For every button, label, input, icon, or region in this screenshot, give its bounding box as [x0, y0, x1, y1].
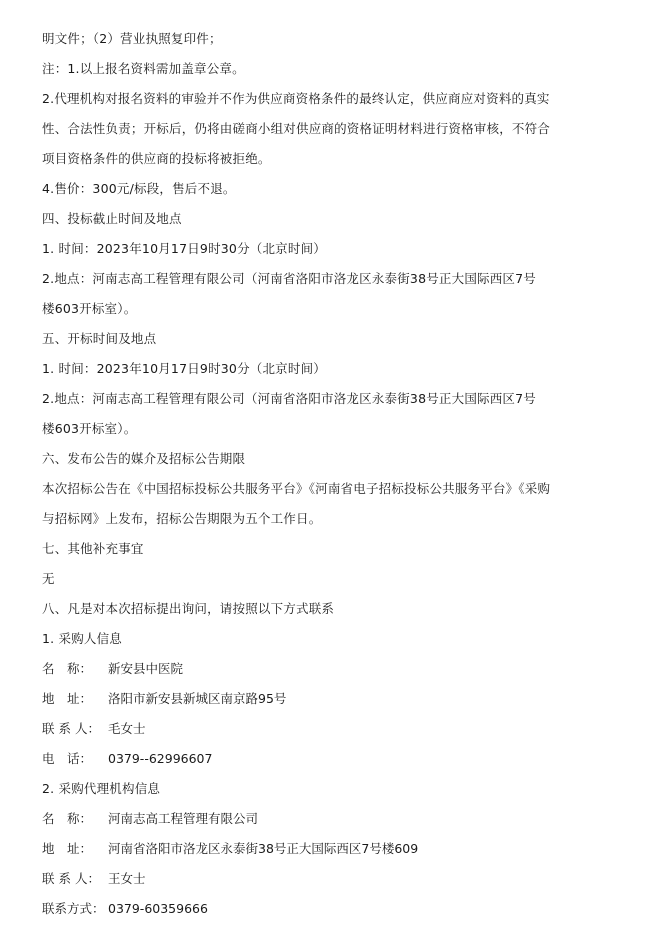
purchaser-address-row: [42, 691, 286, 707]
field-label: 联 系 人：: [42, 721, 100, 736]
agent-address-row: [42, 841, 418, 857]
field-value: 0379-60359666: [108, 901, 208, 916]
field-value: 毛女士: [108, 721, 146, 736]
field-label: 电 话：: [42, 751, 93, 766]
section-heading: 七、其他补充事宜: [42, 541, 144, 556]
section-heading: 六、发布公告的媒介及招标公告期限: [42, 451, 246, 466]
field-value: 洛阳市新安县新城区南京路95号: [108, 691, 287, 706]
text-line: 明文件；（2）营业执照复印件；: [42, 31, 222, 46]
field-label: 联系方式：: [42, 901, 105, 916]
subsection-heading: 1. 采购人信息: [42, 631, 122, 646]
agent-contact-row: [42, 871, 146, 887]
subsection-heading: 2. 采购代理机构信息: [42, 781, 161, 796]
text-line: 楼603开标室）。: [42, 301, 137, 316]
text-line: 1. 时间：2023年10月17日9时30分（北京时间）: [42, 361, 326, 376]
field-label: 地 址：: [42, 841, 93, 856]
purchaser-name-row: [42, 661, 183, 677]
text-line: 与招标网》上发布，招标公告期限为五个工作日。: [42, 511, 322, 526]
field-value: 新安县中医院: [108, 661, 184, 676]
field-label: 联 系 人：: [42, 871, 100, 886]
field-label: 名 称：: [42, 811, 93, 826]
agent-phone-row: [42, 901, 208, 917]
section-heading: 五、开标时间及地点: [42, 331, 157, 346]
text-line: 性、合法性负责；开标后，仍将由磋商小组对供应商的资格证明材料进行资格审核，不符合: [42, 121, 551, 136]
text-line: 1. 时间：2023年10月17日9时30分（北京时间）: [42, 241, 326, 256]
text-line: 注：1.以上报名资料需加盖章公章。: [42, 61, 245, 76]
section-heading: 四、投标截止时间及地点: [42, 211, 182, 226]
text-line: 2.地点：河南志高工程管理有限公司（河南省洛阳市洛龙区永泰街38号正大国际西区7号: [42, 391, 536, 406]
text-line: 本次招标公告在《中国招标投标公共服务平台》《河南省电子招标投标公共服务平台》《采购: [42, 481, 551, 496]
text-line: 4.售价：300元/标段，售后不退。: [42, 181, 236, 196]
field-label: 名 称：: [42, 661, 93, 676]
purchaser-phone-row: [42, 751, 212, 767]
field-value: 王女士: [108, 871, 146, 886]
field-value: 河南志高工程管理有限公司: [108, 811, 259, 826]
purchaser-contact-row: [42, 721, 146, 737]
field-value: 0379--62996607: [108, 751, 213, 766]
agent-name-row: [42, 811, 258, 827]
text-line: 2.代理机构对报名资料的审验并不作为供应商资格条件的最终认定，供应商应对资料的真实: [42, 91, 550, 106]
text-line: 无: [42, 571, 55, 586]
text-line: 楼603开标室）。: [42, 421, 137, 436]
text-line: 项目资格条件的供应商的投标将被拒绝。: [42, 151, 271, 166]
field-label: 地 址：: [42, 691, 93, 706]
text-line: 2.地点：河南志高工程管理有限公司（河南省洛阳市洛龙区永泰街38号正大国际西区7号: [42, 271, 536, 286]
section-heading: 八、凡是对本次招标提出询问，请按照以下方式联系: [42, 601, 335, 616]
field-value: 河南省洛阳市洛龙区永泰街38号正大国际西区7号楼609: [108, 841, 419, 856]
